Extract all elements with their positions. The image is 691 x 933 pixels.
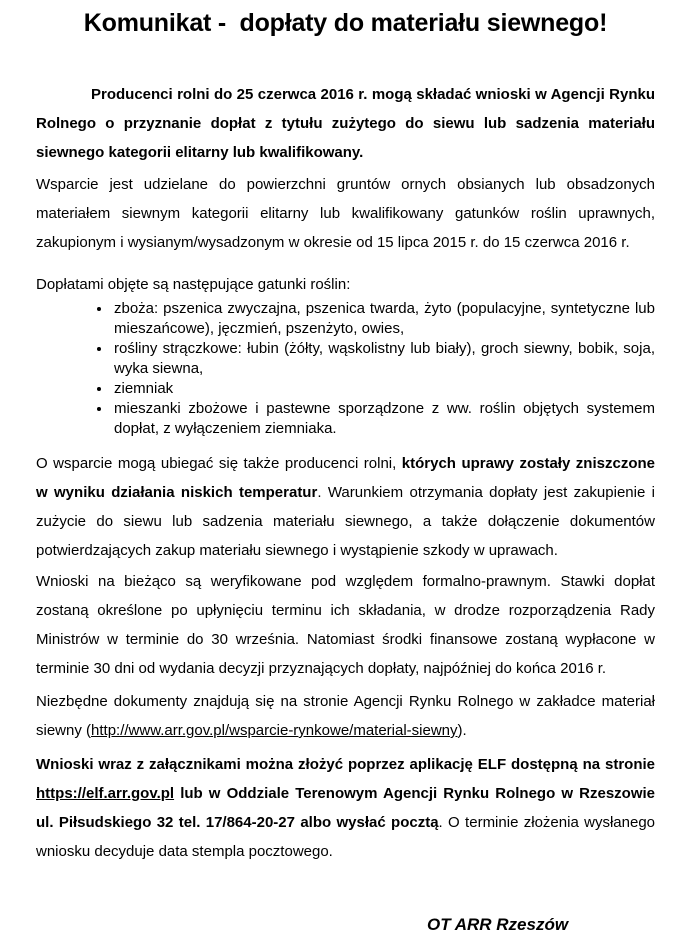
paragraph-submission	[36, 750, 655, 866]
elf-portal-link[interactable]: https://elf.arr.gov.pl	[36, 785, 175, 802]
arr-material-siewny-link[interactable]: http://www.arr.gov.pl/wsparcie-rynkowe/material-siewny	[91, 722, 458, 739]
list-item-legumes: • rośliny strączkowe: łubin (żółty, wąskolistny lub biały), groch siewny, bobik, soja, wyka siewna,	[112, 339, 655, 379]
submission-text-address: lub w Oddziale Terenowym Agencji Rynku Rolnego w Rzeszowie ul. Piłsudskiego 32 tel. 17/864-20-27 albo wysłać pocztą	[36, 785, 655, 831]
list-item-cereals: • zboża: pszenica zwyczajna, pszenica twarda, żyto (populacyjne, syntetyczne lub mieszańcowe), jęczmień, pszenżyto, owies,	[112, 299, 655, 339]
submission-text-bold-pre: Wnioski wraz z załącznikami można złożyć poprzez aplikację ELF dostępną na stronie	[36, 756, 655, 773]
list-item-potato: • ziemniak	[112, 379, 655, 399]
paragraph-intro: Producenci rolni do 25 czerwca 2016 r. mogą składać wnioski w Agencji Rynku Rolnego o przyznanie dopłat z tytułu zużytego do siewu lub sadzenia materiału siewnego kategorii elitarny lub kwalifikowany.	[36, 86, 655, 161]
documents-text-post: ).	[457, 722, 467, 739]
paragraph-frost-damage	[36, 449, 655, 565]
list-item-mixtures: • mieszanki zbożowe i pastewne sporządzone z ww. roślin objętych systemem dopłat, z wyłączeniem ziemniaka.	[112, 399, 655, 439]
frost-text-pre: O wsparcie mogą ubiegać się także producenci rolni,	[36, 455, 402, 472]
document-title: Komunikat - dopłaty do materiału siewnego!	[83, 9, 608, 37]
frost-text-bold: których uprawy zostały zniszczone w wyniku działania niskich temperatur	[36, 455, 655, 501]
frost-text-post: . Warunkiem otrzymania dopłaty jest zakupienie i zużycie do siewu lub sadzenia materiału siewnego, a także dołączenie dokumentów potwierdzających zakup materiału siewnego i wystąpienie szkody w uprawach.	[36, 484, 655, 559]
submission-text-tail: . O terminie złożenia wysłanego wniosku decyduje data stempla pocztowego.	[36, 814, 655, 860]
paragraph-verification: Wnioski na bieżąco są weryfikowane pod względem formalno-prawnym. Stawki dopłat zostaną określone po upłynięciu terminu ich składania, w drodze rozporządzenia Rady Ministrów w terminie do 30 września. Natomiast środki finansowe zostaną wypłacone w terminie 30 dni od wydania decyzji przyznających dopłaty, najpóźniej do końca 2016 r.	[36, 573, 655, 677]
species-list	[36, 299, 655, 439]
signature: OT ARR Rzeszów	[427, 915, 569, 933]
paragraph-documents	[36, 687, 655, 745]
paragraph-support-scope: Wsparcie jest udzielane do powierzchni gruntów ornych obsianych lub obsadzonych materiałem siewnym kategorii elitarny lub kwalifikowany gatunków roślin uprawnych, zakupionym i wysianym/wysadzonym w okresie od 15 lipca 2015 r. do 15 czerwca 2016 r.	[36, 176, 655, 251]
paragraph-list-intro: Dopłatami objęte są następujące gatunki roślin:	[36, 276, 351, 293]
documents-text-pre: Niezbędne dokumenty znajdują się na stronie Agencji Rynku Rolnego w zakładce materiał siewny (	[36, 693, 655, 739]
